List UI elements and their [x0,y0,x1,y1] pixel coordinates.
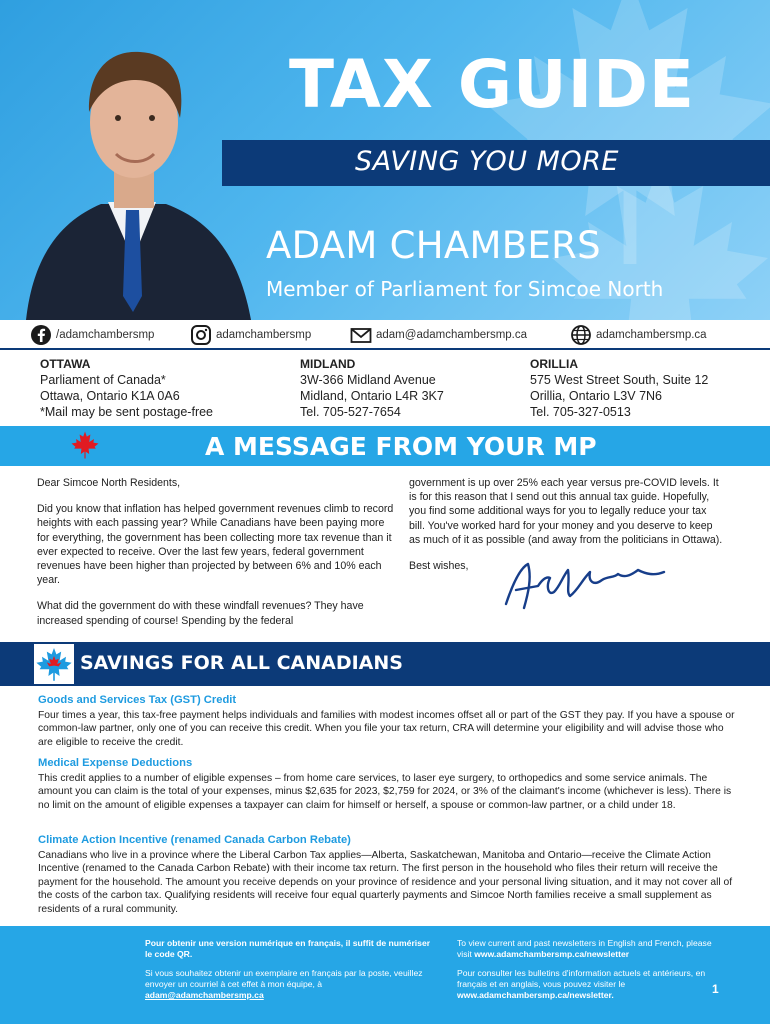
footer-newsletter-link[interactable]: www.adamchambersmp.ca/newsletter [474,949,630,959]
office-orillia [530,356,708,420]
facebook-contact[interactable] [30,324,154,346]
letter-paragraph: government is up over 25% each year versus pre-COVID levels. It is for this reason that I send out this annual tax guide. Hopefully, you find some additional ways for you to legally reduce your tax bill. You've worked hard for your money and you deserve to keep as much of it as possible (and away from the politicians in Ottawa). [409,477,723,546]
message-title: A MESSAGE FROM YOUR MP [205,432,597,461]
footer-newsletter-note-fr: Pour consulter les bulletins d'information actuels et antérieurs, en français et en anglais, vous pouvez visiter le [457,968,706,989]
email-address: adam@adamchambersmp.ca [376,329,528,341]
website-address: adamchambersmp.ca [596,329,707,341]
section-heading: Goods and Services Tax (GST) Credit [38,694,237,706]
footer-english-column [457,938,725,1009]
office-name: OTTAWA [40,357,91,371]
section-body: Canadians who live in a province where the Liberal Carbon Tax applies—Alberta, Saskatchewan, Manitoba and Ontario—receive the Climate Action Incentive (renamed to the Canada Carbon Rebate) with their income tax return. The first person in the household who files their return will receive the payment for the household. The amount you receive depends on your province of residence and your personal living situation, and it may not cover all of the costs of the carbon tax. Qualifying residents will receive four equal quarterly payments and Simcoe North families receive a small supplement as residents of a rural community. [38,849,733,915]
letter-greeting: Dear Simcoe North Residents, [37,477,181,489]
globe-icon [570,324,592,346]
email-icon [350,324,372,346]
contact-strip [0,320,770,350]
facebook-handle: /adamchambersmp [56,329,155,341]
footer-newsletter-note: To view current and past newsletters in English and French, please visit [457,938,712,959]
mp-portrait [6,14,256,320]
page-subtitle: SAVING YOU MORE [355,146,619,177]
signature [498,556,668,612]
email-contact[interactable] [350,324,527,346]
office-line: Midland, Ontario L4R 3K7 [300,389,444,403]
maple-leaf-icon [70,430,100,460]
office-line: 575 West Street South, Suite 12 [530,373,709,387]
letter-closing: Best wishes, [409,560,469,573]
website-contact[interactable] [570,324,707,346]
office-line: 3W-366 Midland Avenue [300,373,436,387]
section-heading: Medical Expense Deductions [38,757,193,769]
office-line: Orillia, Ontario L3V 7N6 [530,389,663,403]
office-name: MIDLAND [300,357,356,371]
footer-mail-note: Si vous souhaitez obtenir un exemplaire en français par la poste, veuillez envoyer un courriel à cet effet à mon équipe, à [145,968,423,989]
section-body: Four times a year, this tax-free payment helps individuals and families with modest incomes offset all or part of the GST they pay. If you have a spouse or common-law partner, only one of you can receive this credit. When you file your tax return, CRA will determine your eligibility and will advise those who are eligible to receive the credit. [38,709,735,748]
facebook-icon [30,324,52,346]
footer-qr-note: Pour obtenir une version numérique en français, il suffit de numériser le code QR. [145,938,431,959]
office-line: *Mail may be sent postage-free [40,405,214,419]
letter-paragraph: What did the government do with these windfall revenues? They have increased spending of course! Spending by the federal [37,600,364,627]
section-climate-action-incentive [38,834,738,917]
section-heading: Climate Action Incentive (renamed Canada Carbon Rebate) [38,834,351,846]
letter-left-column [37,476,397,640]
instagram-icon [190,324,212,346]
section-gst-credit [38,694,738,749]
letter-paragraph: Did you know that inflation has helped government revenues climb to record heights with each passing year? While Canadians have been paying more for everything, the government has been collecting more tax revenue than it ever expected to receive. Over the last few years, federal government revenues have been higher than projected by between 6% and 10% each year. [37,503,394,587]
office-ottawa [40,356,213,420]
office-line: Tel. 705-527-7654 [300,405,401,419]
footer-newsletter-link-fr[interactable]: www.adamchambersmp.ca/newsletter. [457,990,614,1000]
maple-leaf-box-icon [34,644,74,684]
instagram-handle: adamchambersmp [216,329,312,341]
office-name: ORILLIA [530,357,578,371]
page-number: 1 [712,982,719,996]
section-medical-expenses [38,757,738,812]
page-title: TAX GUIDE [288,46,696,123]
hero-banner [0,0,770,320]
mp-role: Member of Parliament for Simcoe North [266,277,664,301]
section-body: This credit applies to a number of eligible expenses – from home care services, to laser eye surgery, to orthopedics and some service animals. The amount you can claim is the total of your expenses, minus $2,635 for 2023, $2,759 for 2024, or 3% of the claimant's income (whichever is less). There is no limit on the amount of eligible expenses a taxpayer can claim for himself or herself, a spouse or common-law partner, or a child under 18. [38,772,732,811]
instagram-contact[interactable] [190,324,311,346]
office-line: Ottawa, Ontario K1A 0A6 [40,389,180,403]
savings-title: SAVINGS FOR ALL CANADIANS [80,652,403,674]
footer-french-column [145,938,435,1009]
mp-name: ADAM CHAMBERS [266,224,601,267]
office-line: Parliament of Canada* [40,373,166,387]
office-line: Tel. 705-327-0513 [530,405,631,419]
footer-email-link[interactable]: adam@adamchambersmp.ca [145,990,264,1000]
office-midland [300,356,444,420]
